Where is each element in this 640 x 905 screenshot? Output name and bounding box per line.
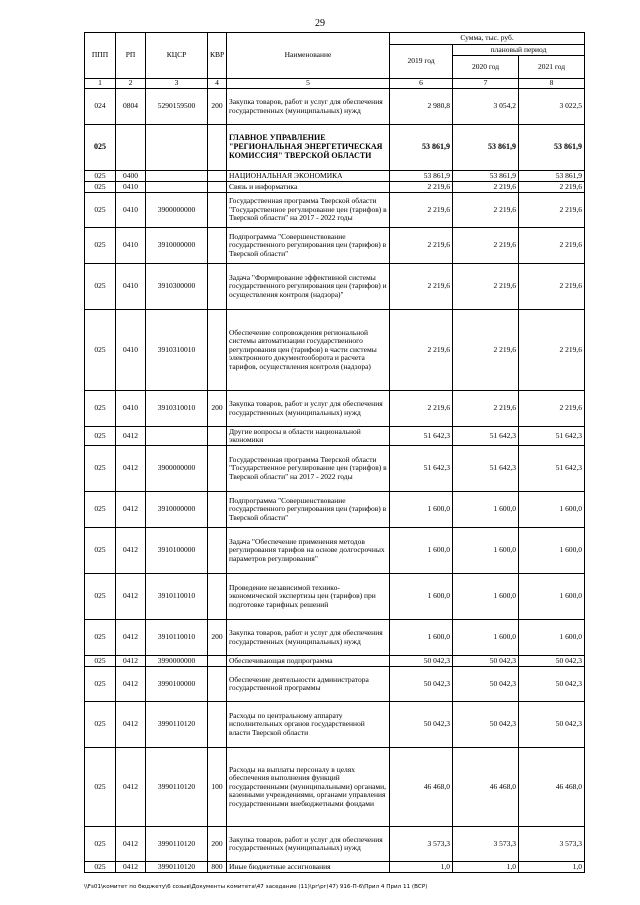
col-header-sum: Сумма, тыс. руб. [390,33,585,45]
col-header-2019: 2019 год [390,45,453,79]
table-row [85,125,585,171]
table-row [85,228,585,264]
cell-kvr [208,492,227,528]
cell-ppp: 025 [85,667,116,702]
cell-kvr [208,656,227,667]
cell-name: Обеспечение сопровождения региональной системы автоматизации государственного регулирования цен (тарифов) в части системы электронного документооборота и расчета тарифов, осуществления контроля (надзора) [227,310,390,391]
cell-name: Связь и информатика [227,182,390,193]
cell-2020: 1 600,0 [453,492,519,528]
table-row [85,182,585,193]
cell-ppp: 025 [85,264,116,310]
col-header-2021: 2021 год [519,56,585,79]
table-row [85,264,585,310]
cell-name: Закупка товаров, работ и услуг для обеспечения государственных (муниципальных) нужд [227,391,390,427]
cell-name: Закупка товаров, работ и услуг для обеспечения государственных (муниципальных) нужд [227,620,390,656]
cell-name: Другие вопросы в области национальной экономики [227,427,390,446]
cell-2021: 1 600,0 [519,574,585,620]
cell-2020: 1,0 [453,862,519,873]
cell-2019: 2 219,6 [390,182,453,193]
cell-ppp: 025 [85,827,116,862]
cell-kvr [208,228,227,264]
col-num-7: 7 [453,79,519,89]
cell-kcsr: 3990110120 [146,827,208,862]
cell-2020: 1 600,0 [453,620,519,656]
cell-kcsr: 5290159500 [146,89,208,125]
cell-rp: 0412 [116,446,146,492]
cell-kvr [208,171,227,182]
cell-name: Государственная программа Тверской области "Государственное регулирование цен (тарифов) в Тверской области" на 2017 - 2022 годы [227,446,390,492]
table-row [85,862,585,873]
cell-kcsr: 3910310010 [146,310,208,391]
cell-kcsr: 3900000000 [146,193,208,228]
col-header-name: Наименование [227,33,390,79]
cell-rp: 0412 [116,827,146,862]
cell-2019: 2 219,6 [390,264,453,310]
table-row [85,89,585,125]
cell-ppp: 025 [85,171,116,182]
cell-ppp: 025 [85,427,116,446]
footer-file-path: \\Fs01\комитет по бюджету\6 созыв\Документы комитета\47 заседание (11)\рг\рг(47) 916-П-6\Прил 4 Прил 11 (ВСР) [84,884,428,890]
cell-name: ГЛАВНОЕ УПРАВЛЕНИЕ "РЕГИОНАЛЬНАЯ ЭНЕРГЕТИЧЕСКАЯ КОМИССИЯ" ТВЕРСКОЙ ОБЛАСТИ [227,125,390,171]
table-row [85,492,585,528]
cell-2019: 1 600,0 [390,492,453,528]
cell-kcsr: 3910310010 [146,391,208,427]
cell-2019: 50 042,3 [390,702,453,748]
cell-2019: 1 600,0 [390,528,453,574]
col-num-1: 1 [85,79,116,89]
cell-ppp: 025 [85,125,116,171]
cell-kcsr: 3990110120 [146,862,208,873]
col-num-8: 8 [519,79,585,89]
table-row [85,656,585,667]
cell-rp: 0410 [116,228,146,264]
table-row [85,827,585,862]
cell-kcsr: 3910110010 [146,574,208,620]
cell-2019: 51 642,3 [390,427,453,446]
cell-kvr: 800 [208,862,227,873]
cell-kcsr: 3910110010 [146,620,208,656]
cell-kcsr: 3990000000 [146,656,208,667]
cell-2021: 1 600,0 [519,528,585,574]
col-num-4: 4 [208,79,227,89]
table-row [85,748,585,827]
page-number: 29 [315,18,325,29]
cell-name: Закупка товаров, работ и услуг для обеспечения государственных (муниципальных) нужд [227,89,390,125]
cell-2020: 2 219,6 [453,391,519,427]
cell-ppp: 024 [85,89,116,125]
cell-rp: 0412 [116,667,146,702]
cell-2020: 53 861,9 [453,125,519,171]
cell-ppp: 025 [85,182,116,193]
cell-rp: 0412 [116,427,146,446]
table-row [85,620,585,656]
col-header-planned: плановый период [453,45,585,56]
table-row [85,446,585,492]
cell-2020: 1 600,0 [453,528,519,574]
cell-kvr [208,427,227,446]
cell-name: НАЦИОНАЛЬНАЯ ЭКОНОМИКА [227,171,390,182]
col-header-2020: 2020 год [453,56,519,79]
cell-rp: 0412 [116,574,146,620]
cell-kvr: 200 [208,620,227,656]
col-header-kvr: КВР [208,33,227,79]
table-row [85,667,585,702]
cell-2020: 51 642,3 [453,427,519,446]
cell-kvr [208,574,227,620]
col-header-rp: РП [116,33,146,79]
cell-ppp: 025 [85,656,116,667]
cell-kvr [208,125,227,171]
cell-2019: 51 642,3 [390,446,453,492]
cell-ppp: 025 [85,492,116,528]
cell-2020: 50 042,3 [453,656,519,667]
cell-2021: 2 219,6 [519,391,585,427]
cell-2020: 50 042,3 [453,667,519,702]
cell-rp: 0804 [116,89,146,125]
table-row [85,528,585,574]
cell-kvr [208,667,227,702]
cell-ppp: 025 [85,193,116,228]
cell-name: Государственная программа Тверской области "Государственное регулирование цен (тарифов) в Тверской области" на 2017 - 2022 годы [227,193,390,228]
col-num-3: 3 [146,79,208,89]
cell-2019: 50 042,3 [390,656,453,667]
cell-rp: 0412 [116,492,146,528]
cell-2021: 3 573,3 [519,827,585,862]
cell-2019: 2 980,8 [390,89,453,125]
cell-2021: 1 600,0 [519,492,585,528]
table-row [85,310,585,391]
cell-kcsr [146,427,208,446]
cell-kcsr: 3910300000 [146,264,208,310]
cell-name: Иные бюджетные ассигнования [227,862,390,873]
cell-2019: 2 219,6 [390,228,453,264]
col-num-2: 2 [116,79,146,89]
cell-kcsr: 3990110120 [146,702,208,748]
cell-2019: 1 600,0 [390,574,453,620]
cell-name: Закупка товаров, работ и услуг для обеспечения государственных (муниципальных) нужд [227,827,390,862]
cell-rp: 0412 [116,620,146,656]
cell-kcsr: 3900000000 [146,446,208,492]
cell-rp: 0410 [116,264,146,310]
cell-rp: 0412 [116,862,146,873]
cell-rp: 0412 [116,528,146,574]
cell-ppp: 025 [85,446,116,492]
table-row [85,193,585,228]
cell-2020: 53 861,9 [453,171,519,182]
col-header-ppp: ППП [85,33,116,79]
cell-2019: 3 573,3 [390,827,453,862]
cell-rp: 0410 [116,310,146,391]
col-header-kcsr: КЦСР [146,33,208,79]
cell-2021: 2 219,6 [519,228,585,264]
cell-kcsr: 3910100000 [146,528,208,574]
cell-name: Обеспечивающая подпрограмма [227,656,390,667]
cell-2021: 50 042,3 [519,667,585,702]
cell-name: Подпрограмма "Совершенствование государственного регулирования цен (тарифов) в Тверской области" [227,492,390,528]
cell-kcsr: 3990100000 [146,667,208,702]
cell-rp: 0410 [116,391,146,427]
cell-ppp: 025 [85,702,116,748]
cell-ppp: 025 [85,748,116,827]
cell-2021: 51 642,3 [519,446,585,492]
cell-kvr: 200 [208,89,227,125]
cell-2021: 2 219,6 [519,182,585,193]
cell-ppp: 025 [85,620,116,656]
cell-name: Расходы по центральному аппарату исполнительных органов государственной власти Тверской области [227,702,390,748]
cell-kcsr: 3990110120 [146,748,208,827]
cell-2021: 51 642,3 [519,427,585,446]
cell-rp: 0400 [116,171,146,182]
cell-2021: 1 600,0 [519,620,585,656]
cell-kvr: 100 [208,748,227,827]
cell-rp: 0412 [116,702,146,748]
table-row [85,171,585,182]
table-row [85,574,585,620]
cell-kcsr: 3910000000 [146,228,208,264]
cell-2021: 50 042,3 [519,702,585,748]
col-num-5: 5 [227,79,390,89]
cell-2021: 53 861,9 [519,125,585,171]
cell-ppp: 025 [85,391,116,427]
cell-2020: 2 219,6 [453,310,519,391]
cell-name: Проведение независимой технико-экономической экспертизы цен (тарифов) при подготовке тарифных решений [227,574,390,620]
cell-name: Задача "Обеспечение применения методов регулирования тарифов на основе долгосрочных параметров регулирования" [227,528,390,574]
cell-2020: 2 219,6 [453,228,519,264]
cell-name: Подпрограмма "Совершенствование государственного регулирования цен (тарифов) в Тверской области" [227,228,390,264]
cell-kvr: 200 [208,827,227,862]
cell-2019: 2 219,6 [390,310,453,391]
cell-ppp: 025 [85,310,116,391]
cell-2020: 1 600,0 [453,574,519,620]
cell-2021: 2 219,6 [519,310,585,391]
cell-2019: 46 468,0 [390,748,453,827]
cell-kcsr: 3910000000 [146,492,208,528]
cell-ppp: 025 [85,528,116,574]
cell-name: Расходы на выплаты персоналу в целях обеспечения выполнения функций государственными (муниципальными) органами, казенными учреждениями, органами управления государственными внебюджетными фондами [227,748,390,827]
cell-2020: 46 468,0 [453,748,519,827]
cell-2019: 2 219,6 [390,193,453,228]
cell-2019: 50 042,3 [390,667,453,702]
cell-2019: 1,0 [390,862,453,873]
table-row [85,391,585,427]
cell-2019: 2 219,6 [390,391,453,427]
cell-kvr [208,264,227,310]
budget-table [84,32,585,873]
cell-rp: 0410 [116,193,146,228]
cell-kvr [208,193,227,228]
cell-2021: 2 219,6 [519,193,585,228]
col-num-6: 6 [390,79,453,89]
cell-2020: 50 042,3 [453,702,519,748]
cell-2021: 1,0 [519,862,585,873]
table-row [85,427,585,446]
cell-kvr: 200 [208,391,227,427]
cell-2019: 53 861,9 [390,125,453,171]
cell-2019: 53 861,9 [390,171,453,182]
cell-2021: 3 022,5 [519,89,585,125]
cell-2020: 3 054,2 [453,89,519,125]
cell-rp: 0412 [116,656,146,667]
cell-2020: 51 642,3 [453,446,519,492]
cell-2020: 3 573,3 [453,827,519,862]
cell-kvr [208,528,227,574]
cell-kcsr [146,171,208,182]
cell-ppp: 025 [85,574,116,620]
cell-2021: 53 861,9 [519,171,585,182]
table-row [85,702,585,748]
cell-kvr [208,446,227,492]
cell-ppp: 025 [85,228,116,264]
cell-2021: 2 219,6 [519,264,585,310]
cell-2021: 50 042,3 [519,656,585,667]
cell-kcsr [146,125,208,171]
cell-kvr [208,182,227,193]
cell-rp: 0410 [116,182,146,193]
cell-2019: 1 600,0 [390,620,453,656]
cell-kvr [208,702,227,748]
cell-2020: 2 219,6 [453,264,519,310]
table-body [85,89,585,873]
cell-kcsr [146,182,208,193]
cell-rp [116,125,146,171]
cell-name: Задача "Формирование эффективной системы государственного регулирования цен (тарифов) и осуществления контроля (надзора)" [227,264,390,310]
cell-2020: 2 219,6 [453,182,519,193]
cell-ppp: 025 [85,862,116,873]
cell-2021: 46 468,0 [519,748,585,827]
cell-2020: 2 219,6 [453,193,519,228]
cell-rp: 0412 [116,748,146,827]
cell-kvr [208,310,227,391]
cell-name: Обеспечение деятельности администратора государственной программы [227,667,390,702]
